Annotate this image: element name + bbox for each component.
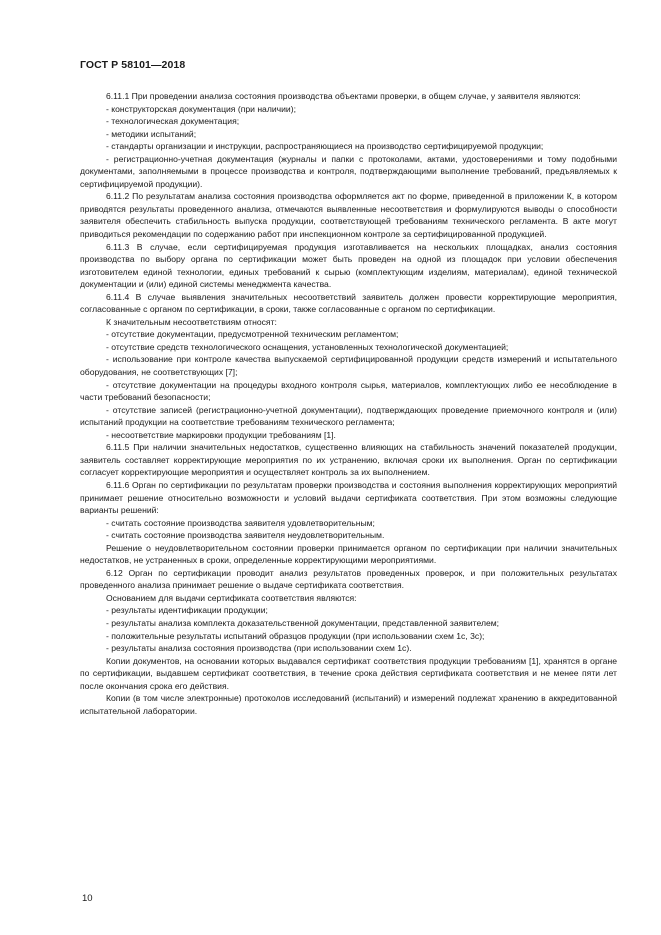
list-item: - отсутствие документации, предусмотренной техническим регламентом; <box>106 329 399 340</box>
list-item: - технологическая документация; <box>106 116 240 127</box>
list-item: - результаты идентификации продукции; <box>106 605 268 616</box>
page-number: 10 <box>82 893 93 904</box>
paragraph: Основанием для выдачи сертификата соответствия являются: <box>106 592 357 603</box>
document-body <box>80 90 617 717</box>
list-item: - стандарты организации и инструкции, распространяющиеся на производство сертифицируемой продукции; <box>106 141 544 152</box>
paragraph: Копии документов, на основании которых выдавался сертификат соответствия продукции требованиям [1], хранятся в органе по сертификации, выдавшем сертификат соответствия, в течение срока действия сертификата соответствия и не менее пяти лет после окончания срока его действия. <box>80 655 617 691</box>
list-item: - конструкторская документация (при наличии); <box>106 103 296 114</box>
standard-header: ГОСТ Р 58101—2018 <box>80 59 186 71</box>
list-item: - считать состояние производства заявителя неудовлетворительным. <box>106 530 385 541</box>
paragraph: 6.11.4 В случае выявления значительных несоответствий заявитель должен провести корректирующие мероприятия, согласованные с органом по сертификации, в сроки, также согласованные с органом по сертификации. <box>80 291 617 315</box>
list-item: - отсутствие средств технологического оснащения, установленных технологической документацией; <box>106 341 509 352</box>
list-item: - методики испытаний; <box>106 128 197 139</box>
list-item: - несоответствие маркировки продукции требованиям [1]. <box>106 429 336 440</box>
paragraph: 6.11.5 При наличии значительных недостатков, существенно влияющих на стабильность значений показателей продукции, заявитель составляет корректирующие мероприятия по их устранению, включая сроки их выполнения. Орган по сертификации согласует корректирующие мероприятия и осуществляет контроль за их выполнением. <box>80 442 617 478</box>
list-item: - положительные результаты испытаний образцов продукции (при использовании схем 1с, 3с); <box>106 630 485 641</box>
list-item: - считать состояние производства заявителя удовлетворительным; <box>106 517 375 528</box>
paragraph: 6.11.3 В случае, если сертифицируемая продукция изготавливается на нескольких площадках, анализ состояния производства по выбору органа по сертификации может быть проведен на одной из площадок при условии обеспечения изготовителем единой технологии, единых требований к сырью (комплектующим изделиям, материалам), единой технической документации и (или) единой системы менеджмента качества. <box>80 241 617 290</box>
list-item: - отсутствие документации на процедуры входного контроля сырья, материалов, комплектующих либо ее несоблюдение в части требований безопасности; <box>80 379 617 403</box>
list-item: - отсутствие записей (регистрационно-учетной документации), подтверждающих проведение приемочного контроля и (или) испытаний продукции на соответствие требованиям технического регламента; <box>80 404 617 428</box>
paragraph: 6.11.6 Орган по сертификации по результатам проверки производства и состояния выполнения корректирующих мероприятий принимает решение относительно возможности и условий выдачи сертификата соответствия. При этом возможны следующие варианты решений: <box>80 479 617 516</box>
list-item: - регистрационно-учетная документация (журналы и папки с протоколами, актами, удостоверениями и тому подобными документами, заполняемыми в процессе производства и контроля, подтверждающими выполнение требований, предъявляемых к сертифицируемой продукции). <box>80 153 617 189</box>
paragraph: К значительным несоответствиям относят: <box>106 316 277 327</box>
list-item: - результаты анализа состояния производства (при использовании схем 1с). <box>106 643 412 654</box>
list-item: - использование при контроле качества выпускаемой сертифицированной продукции средств измерений и испытательного оборудования, не соответствующих [7]; <box>80 354 617 378</box>
paragraph: 6.11.1 При проведении анализа состояния производства объектами проверки, в общем случае, у заявителя являются: <box>106 91 581 101</box>
list-item: - результаты анализа комплекта доказательственной документации, представленной заявителем; <box>106 617 500 628</box>
paragraph: Копии (в том числе электронные) протоколов исследований (испытаний) и измерений подлежат хранению в аккредитованной испытательной лаборатории. <box>80 693 617 716</box>
paragraph: 6.12 Орган по сертификации проводит анализ результатов проведенных проверок, и при положительных результатах проведенного анализа принимает решение о выдаче сертификата соответствия. <box>80 567 617 591</box>
paragraph: Решение о неудовлетворительном состоянии проверки принимается органом по сертификации при наличии значительных недостатков, не устраненных в сроки, определенные корректирующими мероприятиями. <box>80 542 617 566</box>
paragraph: 6.11.2 По результатам анализа состояния производства оформляется акт по форме, приведенной в приложении К, в котором приводятся результаты проведенного анализа, отмечаются выявленные несоответствия и формулируются выводы о способности заявителя обеспечить стабильность выпуска продукции, соответствующей требованиям технического регламента. В акте могут приводиться рекомендации по содержанию работ при инспекционном контроле за сертифицированной продукцией. <box>80 191 617 240</box>
